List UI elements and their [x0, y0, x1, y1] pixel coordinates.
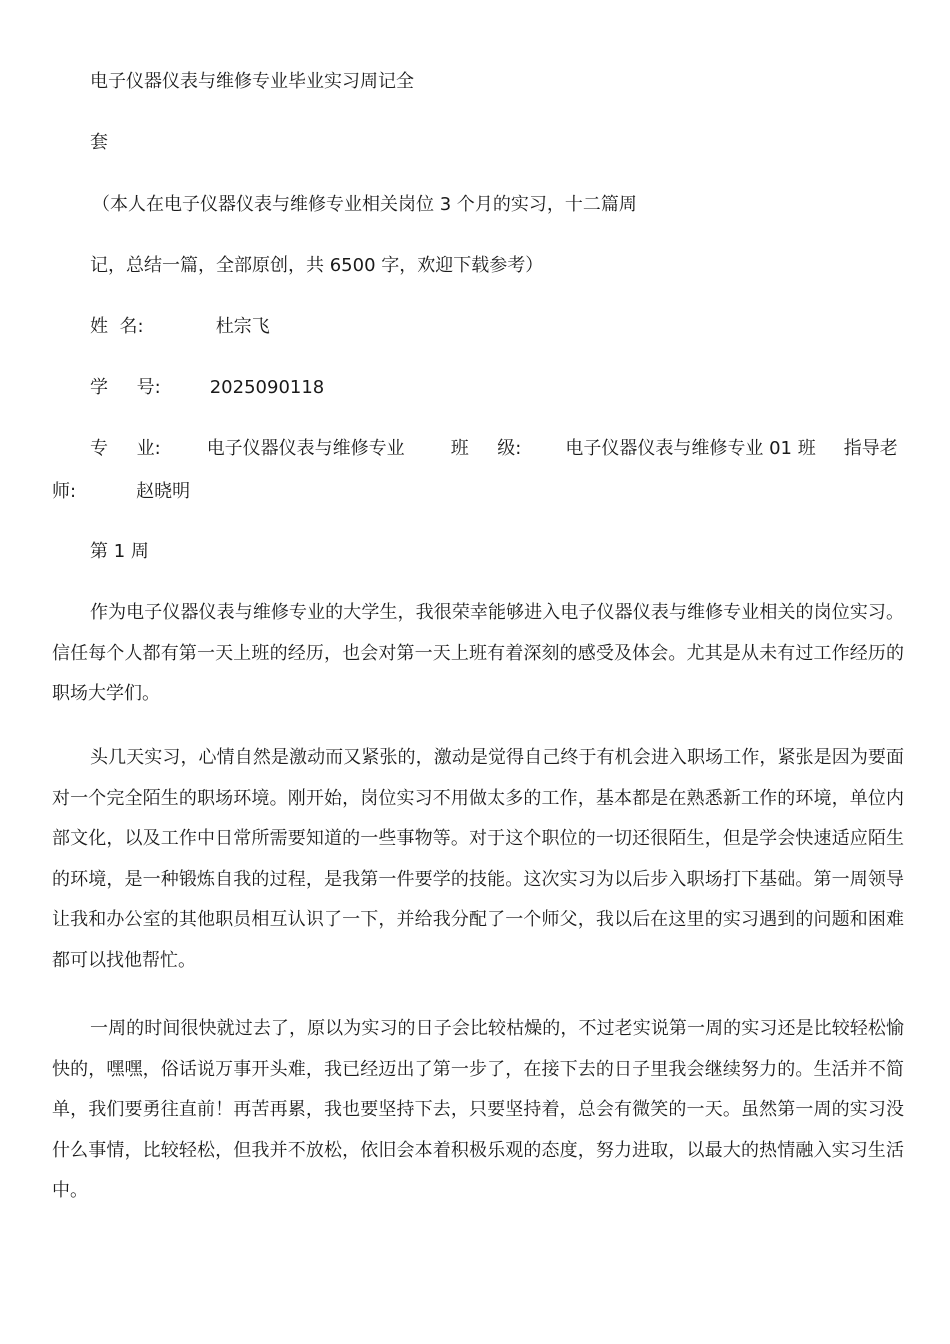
advisor-value: 赵晓明 [136, 481, 191, 502]
class-value: 电子仪器仪表与维修专业 01 班 [565, 438, 816, 459]
student-id-value: 2025090118 [209, 377, 325, 398]
student-id-field [90, 376, 324, 400]
major-class-advisor-block [52, 427, 904, 513]
intro-line1: （本人在电子仪器仪表与维修专业相关岗位 3 个月的实习，十二篇周 [92, 194, 637, 215]
advisor-label: 指导老师: [52, 438, 898, 502]
document-title-line1: 电子仪器仪表与维修专业毕业实习周记全 [90, 71, 414, 92]
student-id-label: 学 号: [90, 377, 161, 398]
major-label: 专 业: [90, 438, 161, 459]
class-label: 班 级: [450, 438, 522, 459]
paragraph-3: 一周的时间很快就过去了，原以为实习的日子会比较枯燥的，不过老实说第一周的实习还是比较轻松愉快的，嘿嘿，俗话说万事开头难，我已经迈出了第一步了，在接下去的日子里我会继续努力的。生活并不简单，我们要勇往直前！再苦再累，我也要坚持下去，只要坚持着，总会有微笑的一天。虽然第一周的实习没什么事情，比较轻松，但我并不放松，依旧会本着积极乐观的态度，努力进取，以最大的热情融入实习生活中。 [52, 1018, 904, 1201]
paragraph-1: 作为电子仪器仪表与维修专业的大学生，我很荣幸能够进入电子仪器仪表与维修专业相关的岗位实习。信任每个人都有第一天上班的经历，也会对第一天上班有着深刻的感受及体会。尤其是从未有过工作经历的职场大学们。 [52, 602, 904, 704]
paragraph-2: 头几天实习，心情自然是激动而又紧张的，激动是觉得自己终于有机会进入职场工作，紧张是因为要面对一个完全陌生的职场环境。刚开始，岗位实习不用做太多的工作，基本都是在熟悉新工作的环境，单位内部文化，以及工作中日常所需要知道的一些事物等。对于这个职位的一切还很陌生，但是学会快速适应陌生的环境，是一种锻炼自我的过程，是我第一件要学的技能。这次实习为以后步入职场打下基础。第一周领导让我和办公室的其他职员相互认识了一下，并给我分配了一个师父，我以后在这里的实习遇到的问题和困难都可以找他帮忙。 [52, 747, 904, 971]
name-value: 杜宗飞 [215, 316, 270, 337]
name-label: 姓 名: [90, 316, 144, 337]
major-value: 电子仪器仪表与维修专业 [206, 438, 405, 459]
name-field [90, 315, 270, 339]
document-title-line2: 套 [90, 132, 108, 153]
week-heading: 第 1 周 [90, 541, 149, 562]
intro-line2: 记，总结一篇，全部原创，共 6500 字，欢迎下载参考） [90, 255, 544, 276]
